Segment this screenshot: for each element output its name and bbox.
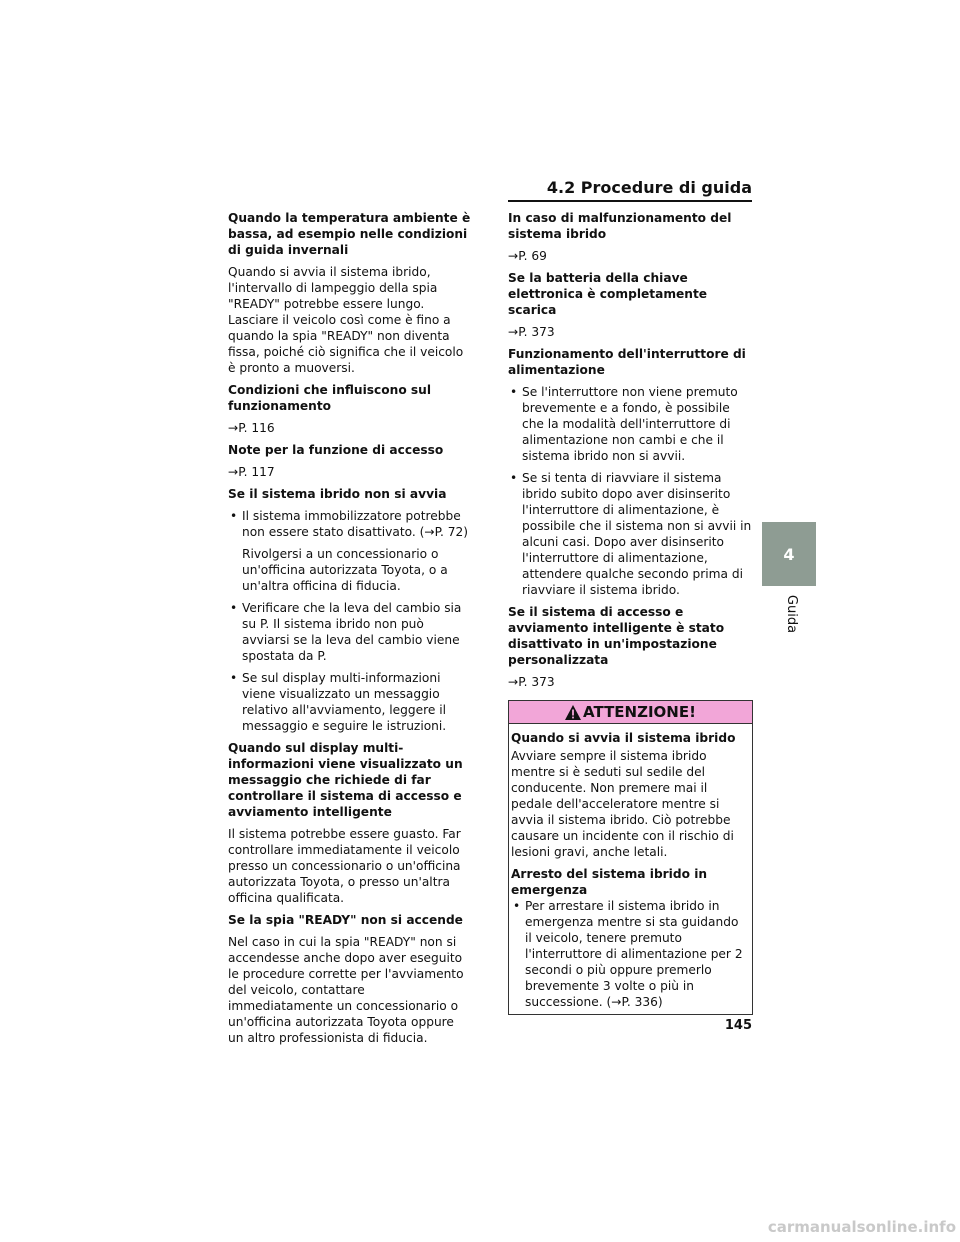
warning-heading-emergency: Arresto del sistema ibrido in emergenza (511, 867, 708, 897)
heading-hybrid-not-starting: Se il sistema ibrido non si avvia (228, 487, 447, 501)
bullet-icon: • (513, 899, 521, 913)
bullet-icon: • (230, 671, 238, 685)
page-ref-link[interactable]: →P. 373 (508, 325, 555, 339)
warning-heading-start: Quando si avvia il sistema ibrido (511, 731, 736, 745)
right-column (508, 210, 753, 1015)
warning-triangle-icon (565, 705, 581, 720)
heading-smart-key-disabled: Se il sistema di accesso e avviamento intelligente è stato disattivato in un'impostazione personalizzata (508, 605, 725, 667)
list-item: • Se l'interruttore non viene premuto brevemente e a fondo, è possibile che la modalità dell'interruttore di alimentazione non cambi e che il sistema ibrido non si avvii. (510, 385, 738, 463)
section-header: 4.2 Procedure di guida (546, 178, 752, 197)
page-ref-link[interactable]: →P. 373 (508, 675, 555, 689)
heading-low-temperature: Quando la temperatura ambiente è bassa, ad esempio nelle condizioni di guida invernali (228, 211, 471, 257)
bullet-icon: • (230, 601, 238, 615)
text-ready-light: Nel caso in cui la spia "READY" non si accendesse anche dopo aver eseguito le procedure corrette per l'avviamento del veicolo, contattare immediatamente un concessionario o un'officina autorizzata Toyota oppure un altro professionista di fiducia. (228, 935, 464, 1045)
text-display-message: Il sistema potrebbe essere guasto. Far controllare immediatamente il veicolo presso un concessionario o un'officina autorizzata Toyota, o presso un'altra officina qualificata. (228, 827, 461, 905)
list-item: • Se sul display multi-informazioni viene visualizzato un messaggio relativo all'avviamento, leggere il messaggio e seguire le istruzioni. (230, 671, 447, 733)
heading-hybrid-malfunction: In caso di malfunzionamento del sistema ibrido (508, 211, 732, 241)
heading-ready-light: Se la spia "READY" non si accende (228, 913, 463, 927)
page-ref-link[interactable]: →P. 116 (228, 421, 275, 435)
watermark: carmanualsonline.info (767, 1218, 956, 1236)
heading-conditions: Condizioni che influiscono sul funzionamento (228, 383, 432, 413)
page-number: 145 (724, 1018, 752, 1033)
warning-text-start: Avviare sempre il sistema ibrido mentre si è seduti sul sedile del conducente. Non premere mai il pedale dell'acceleratore mentre si avvia il sistema ibrido. Ciò potrebbe causare un incidente con il rischio di lesioni gravi, anche letali. (511, 749, 734, 859)
text-low-temperature: Quando si avvia il sistema ibrido, l'intervallo di lampeggio della spia "READY" potrebbe essere lungo. Lasciare il veicolo così come è fino a quando la spia "READY" non diventa fissa, poiché ciò significa che il veicolo è pronto a muoversi. (228, 265, 464, 375)
warning-body (509, 724, 752, 1014)
bullet-icon: • (510, 471, 518, 485)
page-ref-link[interactable]: →P. 69 (508, 249, 547, 263)
header-divider (508, 200, 752, 202)
list-item: • Se si tenta di riavviare il sistema ibrido subito dopo aver disinserito l'interruttore di alimentazione, è possibile che il sistema non si avvii in alcuni casi. Dopo aver disinserito l'interruttore di alimentazione, attendere qualche secondo prima di riavviare il sistema ibrido. (510, 471, 752, 597)
heading-key-battery: Se la batteria della chiave elettronica è completamente scarica (508, 271, 708, 317)
heading-display-message: Quando sul display multi-informazioni viene visualizzato un messaggio che richiede di far controllare il sistema di accesso e avviamento intelligente (228, 741, 463, 819)
page-ref-link[interactable]: →P. 117 (228, 465, 275, 479)
list-item-subtext: Rivolgersi a un concessionario o un'officina autorizzata Toyota, o a un'altra officina di fiducia. (242, 547, 448, 593)
left-column (228, 210, 473, 1052)
warning-header (509, 701, 752, 724)
list-item: • Per arrestare il sistema ibrido in emergenza mentre si sta guidando il veicolo, tenere premuto l'interruttore di alimentazione per 2 secondi o più oppure premerlo brevemente 3 volte o più in successione. (→P. 336) (513, 899, 743, 1009)
chapter-tab-label: Guida (784, 594, 799, 634)
warning-title: ATTENZIONE! (583, 703, 696, 721)
heading-access-notes: Note per la funzione di accesso (228, 443, 444, 457)
list-item: • Verificare che la leva del cambio sia su P. Il sistema ibrido non può avviarsi se la leva del cambio viene spostata da P. (230, 601, 462, 663)
warning-box (508, 700, 753, 1015)
bullet-icon: • (510, 385, 518, 399)
heading-power-switch: Funzionamento dell'interruttore di alimentazione (508, 347, 746, 377)
chapter-tab[interactable]: 4 (762, 522, 816, 586)
bullet-icon: • (230, 509, 238, 523)
list-item: • Il sistema immobilizzatore potrebbe non essere stato disattivato. (→P. 72) (230, 509, 469, 539)
